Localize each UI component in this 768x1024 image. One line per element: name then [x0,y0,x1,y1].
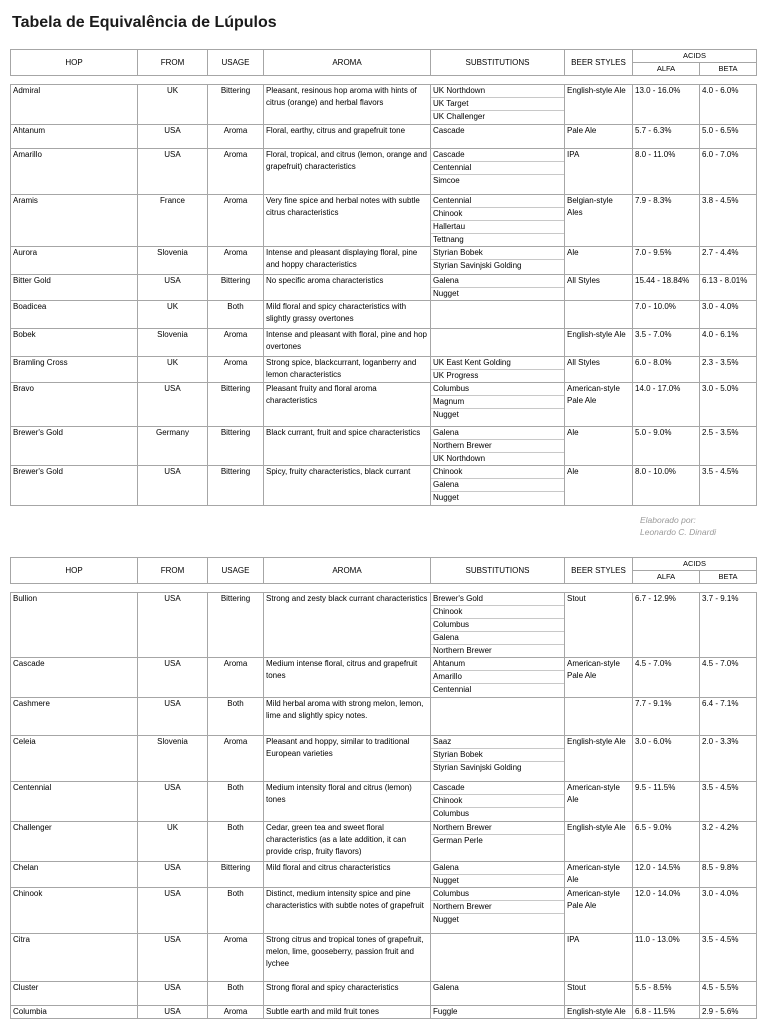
beer-styles: All Styles [565,357,633,383]
hop-origin: USA [138,658,208,698]
alfa-acid: 13.0 - 16.0% [633,85,700,125]
beta-acid: 3.0 - 5.0% [700,383,757,427]
hop-usage: Both [208,782,264,822]
substitution-item: Nugget [433,493,459,502]
hop-substitutions [431,125,565,149]
header-aroma: AROMA [264,558,431,584]
beta-acid: 3.2 - 4.2% [700,822,757,862]
substitution-item: Chinook [431,208,564,221]
beer-styles: All Styles [565,275,633,301]
beta-acid: 4.5 - 5.5% [700,982,757,1006]
hop-origin: USA [138,593,208,658]
beta-acid: 8.5 - 9.8% [700,862,757,888]
hop-origin: UK [138,85,208,125]
hop-name: Aurora [11,247,138,275]
beta-acid: 3.8 - 4.5% [700,195,757,247]
hop-usage: Both [208,982,264,1006]
hop-usage: Aroma [208,125,264,149]
alfa-acid: 9.5 - 11.5% [633,782,700,822]
header-hop: HOP [11,50,138,76]
alfa-acid: 7.0 - 9.5% [633,247,700,275]
beer-styles: Stout [565,593,633,658]
hop-usage: Aroma [208,195,264,247]
hop-usage: Aroma [208,736,264,782]
hop-name: Bramling Cross [11,357,138,383]
hop-usage: Both [208,301,264,329]
hop-aroma: Cedar, green tea and sweet floral characteristics (as a late addition, it can provide crisp, fruity flavors) [264,822,431,862]
substitution-item: Columbus [433,809,470,818]
hop-name: Admiral [11,85,138,125]
hop-origin: USA [138,383,208,427]
hop-name: Amarillo [11,149,138,195]
substitution-item: Nugget [433,915,459,924]
substitution-item: Centennial [431,162,564,175]
hop-substitutions [431,383,565,427]
beer-styles: Ale [565,427,633,466]
table-row [11,329,757,357]
hop-usage: Aroma [208,357,264,383]
substitution-item: Saaz [431,736,564,749]
beer-styles: Ale [565,247,633,275]
header-acids: ACIDS [633,558,757,571]
alfa-acid: 7.7 - 9.1% [633,698,700,736]
table-row [11,275,757,301]
hop-aroma: Very fine spice and herbal notes with subtle citrus characteristics [264,195,431,247]
beta-acid: 3.0 - 4.0% [700,888,757,934]
alfa-acid: 11.0 - 13.0% [633,934,700,982]
hop-name: Citra [11,934,138,982]
substitution-item: Galena [433,983,459,992]
substitution-item: Brewer's Gold [431,593,564,606]
hop-name: Bitter Gold [11,275,138,301]
hop-aroma: Strong floral and spicy characteristics [264,982,431,1006]
alfa-acid: 3.5 - 7.0% [633,329,700,357]
hop-name: Bobek [11,329,138,357]
hop-origin: UK [138,301,208,329]
beta-acid: 2.3 - 3.5% [700,357,757,383]
table-row [11,85,757,125]
hop-origin: Germany [138,427,208,466]
hop-name: Bullion [11,593,138,658]
beta-acid: 2.7 - 4.4% [700,247,757,275]
substitution-item: Centennial [431,195,564,208]
beer-styles: English-style Ale [565,85,633,125]
hop-usage: Both [208,822,264,862]
hop-name: Challenger [11,822,138,862]
hop-usage: Bittering [208,466,264,506]
hop-name: Ahtanum [11,125,138,149]
hop-origin: USA [138,888,208,934]
hop-origin: USA [138,782,208,822]
header-aroma: AROMA [264,50,431,76]
hop-substitutions [431,329,565,357]
beta-acid: 5.0 - 6.5% [700,125,757,149]
table-row [11,782,757,822]
hop-origin: USA [138,862,208,888]
substitution-item: Nugget [433,410,459,419]
substitution-item: Galena [431,275,564,288]
header-acids: ACIDS [633,50,757,63]
substitution-item: Northern Brewer [433,646,492,655]
beta-acid: 6.0 - 7.0% [700,149,757,195]
hop-origin: USA [138,125,208,149]
credit-author: Leonardo C. Dinardi [640,527,717,537]
hop-substitutions [431,275,565,301]
header-from: FROM [138,558,208,584]
substitution-item: UK East Kent Golding [431,357,564,370]
hop-name: Cascade [11,658,138,698]
substitution-item: Fuggle [433,1007,458,1016]
alfa-acid: 8.0 - 11.0% [633,149,700,195]
header-hop: HOP [11,558,138,584]
substitution-item: Styrian Savinjski Golding [433,261,522,270]
table-row [11,125,757,149]
substitution-item: German Perle [433,836,483,845]
hop-table [10,49,757,506]
hop-name: Bravo [11,383,138,427]
hop-origin: Slovenia [138,736,208,782]
table-row [11,862,757,888]
hop-substitutions [431,85,565,125]
substitution-item: Ahtanum [431,658,564,671]
substitution-item: Northern Brewer [431,901,564,914]
hop-aroma: Strong and zesty black currant characteristics [264,593,431,658]
hop-aroma: Strong spice, blackcurrant, loganberry and lemon characteristics [264,357,431,383]
hop-aroma: Pleasant fruity and floral aroma characteristics [264,383,431,427]
hop-table-2 [10,557,756,1019]
header-beer-styles: BEER STYLES [565,50,633,76]
hop-usage: Aroma [208,329,264,357]
substitution-item: UK Target [431,98,564,111]
hop-origin: USA [138,982,208,1006]
hop-substitutions [431,357,565,383]
credit-line-1: Elaborado por: [640,515,696,525]
substitution-item: Magnum [431,396,564,409]
substitution-item: UK Challenger [433,112,486,121]
beer-styles: American-style Ale [565,782,633,822]
substitution-item: Simcoe [433,176,460,185]
header-beer-styles: BEER STYLES [565,558,633,584]
alfa-acid: 4.5 - 7.0% [633,658,700,698]
hop-usage: Bittering [208,427,264,466]
alfa-acid: 7.9 - 8.3% [633,195,700,247]
header-from: FROM [138,50,208,76]
hop-substitutions [431,593,565,658]
beta-acid: 2.5 - 3.5% [700,427,757,466]
substitution-item: Hallertau [431,221,564,234]
hop-name: Chelan [11,862,138,888]
beta-acid: 3.0 - 4.0% [700,301,757,329]
beer-styles: IPA [565,934,633,982]
beta-acid: 6.4 - 7.1% [700,698,757,736]
table-row [11,698,757,736]
substitution-item: Galena [431,632,564,645]
header-alfa: ALFA [633,571,700,584]
header-alfa: ALFA [633,63,700,76]
beer-styles [565,301,633,329]
hop-substitutions [431,822,565,862]
hop-usage: Aroma [208,658,264,698]
table-row [11,658,757,698]
hop-aroma: Mild floral and citrus characteristics [264,862,431,888]
substitution-item: Centennial [433,685,472,694]
alfa-acid: 8.0 - 10.0% [633,466,700,506]
substitution-item: Chinook [431,606,564,619]
hop-usage: Aroma [208,149,264,195]
hop-substitutions [431,1006,565,1019]
substitution-item: Cascade [431,149,564,162]
substitution-item: Chinook [431,795,564,808]
hop-aroma: Floral, tropical, and citrus (lemon, orange and grapefruit) characteristics [264,149,431,195]
beer-styles: American-style Pale Ale [565,383,633,427]
alfa-acid: 6.0 - 8.0% [633,357,700,383]
hop-origin: USA [138,1006,208,1019]
table-row [11,822,757,862]
hop-name: Boadicea [11,301,138,329]
beta-acid: 4.0 - 6.1% [700,329,757,357]
hop-usage: Both [208,698,264,736]
alfa-acid: 15.44 - 18.84% [633,275,700,301]
table-row [11,593,757,658]
hop-origin: USA [138,698,208,736]
substitution-item: Nugget [433,289,459,298]
hop-usage: Bittering [208,383,264,427]
hop-substitutions [431,301,565,329]
hop-name: Centennial [11,782,138,822]
hop-aroma: Distinct, medium intensity spice and pine characteristics with subtle notes of grapefruit [264,888,431,934]
substitution-item: Amarillo [431,671,564,684]
hop-substitutions [431,247,565,275]
header-beta: BETA [700,63,757,76]
hop-substitutions [431,782,565,822]
hop-substitutions [431,149,565,195]
hop-origin: UK [138,357,208,383]
hop-table-1 [10,49,756,506]
hop-name: Cashmere [11,698,138,736]
hop-origin: USA [138,149,208,195]
header-usage: USAGE [208,50,264,76]
table-row [11,301,757,329]
header-substitutions: SUBSTITUTIONS [431,50,565,76]
hop-origin: France [138,195,208,247]
beta-acid: 3.5 - 4.5% [700,466,757,506]
hop-aroma: Medium intense floral, citrus and grapefruit tones [264,658,431,698]
alfa-acid: 12.0 - 14.5% [633,862,700,888]
hop-substitutions [431,658,565,698]
beta-acid: 2.9 - 5.6% [700,1006,757,1019]
hop-usage: Both [208,888,264,934]
hop-substitutions [431,736,565,782]
beer-styles: English-style Ale [565,1006,633,1019]
hop-substitutions [431,698,565,736]
hop-aroma: Subtle earth and mild fruit tones [264,1006,431,1019]
hop-name: Celeia [11,736,138,782]
table-row [11,247,757,275]
credit-note [640,514,716,538]
hop-usage: Bittering [208,275,264,301]
hop-name: Cluster [11,982,138,1006]
substitution-item: Galena [431,862,564,875]
alfa-acid: 7.0 - 10.0% [633,301,700,329]
hop-aroma: Intense and pleasant displaying floral, pine and hoppy characteristics [264,247,431,275]
alfa-acid: 5.7 - 6.3% [633,125,700,149]
beta-acid: 3.7 - 9.1% [700,593,757,658]
alfa-acid: 6.5 - 9.0% [633,822,700,862]
substitution-item: Cascade [431,782,564,795]
alfa-acid: 14.0 - 17.0% [633,383,700,427]
table-row [11,1006,757,1019]
substitution-item: Columbus [431,383,564,396]
hop-origin: USA [138,934,208,982]
hop-aroma: Pleasant and hoppy, similar to traditional European varieties [264,736,431,782]
hop-substitutions [431,862,565,888]
table-row [11,383,757,427]
substitution-item: UK Northdown [433,454,486,463]
beta-acid: 6.13 - 8.01% [700,275,757,301]
beer-styles: American-style Pale Ale [565,658,633,698]
hop-aroma: Pleasant, resinous hop aroma with hints of citrus (orange) and herbal flavors [264,85,431,125]
beer-styles: English-style Ale [565,822,633,862]
page-title: Tabela de Equivalência de Lúpulos [12,14,277,31]
beer-styles: Stout [565,982,633,1006]
beta-acid: 3.5 - 4.5% [700,934,757,982]
beer-styles: Belgian-style Ales [565,195,633,247]
substitution-item: Styrian Bobek [431,247,564,260]
table-row [11,736,757,782]
beta-acid: 2.0 - 3.3% [700,736,757,782]
substitution-item: Columbus [431,619,564,632]
hop-substitutions [431,934,565,982]
hop-substitutions [431,466,565,506]
hop-name: Aramis [11,195,138,247]
substitution-item: Northern Brewer [431,822,564,835]
hop-aroma: No specific aroma characteristics [264,275,431,301]
header-substitutions: SUBSTITUTIONS [431,558,565,584]
alfa-acid: 3.0 - 6.0% [633,736,700,782]
substitution-item: Cascade [433,126,465,135]
beta-acid: 3.5 - 4.5% [700,782,757,822]
beer-styles: American-style Ale [565,862,633,888]
hop-aroma: Mild floral and spicy characteristics with slightly grassy overtones [264,301,431,329]
alfa-acid: 6.8 - 11.5% [633,1006,700,1019]
substitution-item: UK Progress [433,371,479,380]
alfa-acid: 5.5 - 8.5% [633,982,700,1006]
hop-origin: USA [138,275,208,301]
substitution-item: Styrian Bobek [431,749,564,762]
beer-styles: English-style Ale [565,736,633,782]
table-row [11,934,757,982]
hop-substitutions [431,888,565,934]
beer-styles: IPA [565,149,633,195]
hop-usage: Bittering [208,593,264,658]
header-beta: BETA [700,571,757,584]
hop-usage: Bittering [208,85,264,125]
hop-name: Brewer's Gold [11,427,138,466]
beer-styles: English-style Ale [565,329,633,357]
hop-aroma: Strong citrus and tropical tones of grapefruit, melon, lime, gooseberry, passion fruit and lychee [264,934,431,982]
hop-aroma: Floral, earthy, citrus and grapefruit tone [264,125,431,149]
alfa-acid: 6.7 - 12.9% [633,593,700,658]
hop-usage: Aroma [208,247,264,275]
hop-name: Chinook [11,888,138,934]
substitution-item: Styrian Savinjski Golding [433,763,522,772]
beer-styles: American-style Pale Ale [565,888,633,934]
hop-origin: USA [138,466,208,506]
hop-usage: Aroma [208,1006,264,1019]
hop-substitutions [431,982,565,1006]
table-row [11,427,757,466]
hop-substitutions [431,195,565,247]
hop-origin: UK [138,822,208,862]
substitution-item: Galena [431,479,564,492]
alfa-acid: 12.0 - 14.0% [633,888,700,934]
hop-aroma: Intense and pleasant with floral, pine and hop overtones [264,329,431,357]
hop-aroma: Medium intensity floral and citrus (lemon) tones [264,782,431,822]
hop-usage: Bittering [208,862,264,888]
hop-origin: Slovenia [138,329,208,357]
alfa-acid: 5.0 - 9.0% [633,427,700,466]
substitution-item: Northern Brewer [431,440,564,453]
header-usage: USAGE [208,558,264,584]
table-row [11,149,757,195]
table-row [11,888,757,934]
hop-usage: Aroma [208,934,264,982]
substitution-item: Tettnang [433,235,464,244]
table-row [11,466,757,506]
hop-name: Brewer's Gold [11,466,138,506]
hop-aroma: Mild herbal aroma with strong melon, lemon, lime and slightly spicy notes. [264,698,431,736]
hop-table [10,557,757,1019]
table-row [11,982,757,1006]
substitution-item: Columbus [431,888,564,901]
beta-acid: 4.5 - 7.0% [700,658,757,698]
beer-styles [565,698,633,736]
hop-aroma: Black currant, fruit and spice characteristics [264,427,431,466]
substitution-item: Nugget [433,876,459,885]
hop-origin: Slovenia [138,247,208,275]
substitution-item: Chinook [431,466,564,479]
substitution-item: UK Northdown [431,85,564,98]
hop-substitutions [431,427,565,466]
substitution-item: Galena [431,427,564,440]
hop-name: Columbia [11,1006,138,1019]
table-row [11,357,757,383]
beer-styles: Ale [565,466,633,506]
beer-styles: Pale Ale [565,125,633,149]
table-row [11,195,757,247]
hop-aroma: Spicy, fruity characteristics, black currant [264,466,431,506]
beta-acid: 4.0 - 6.0% [700,85,757,125]
